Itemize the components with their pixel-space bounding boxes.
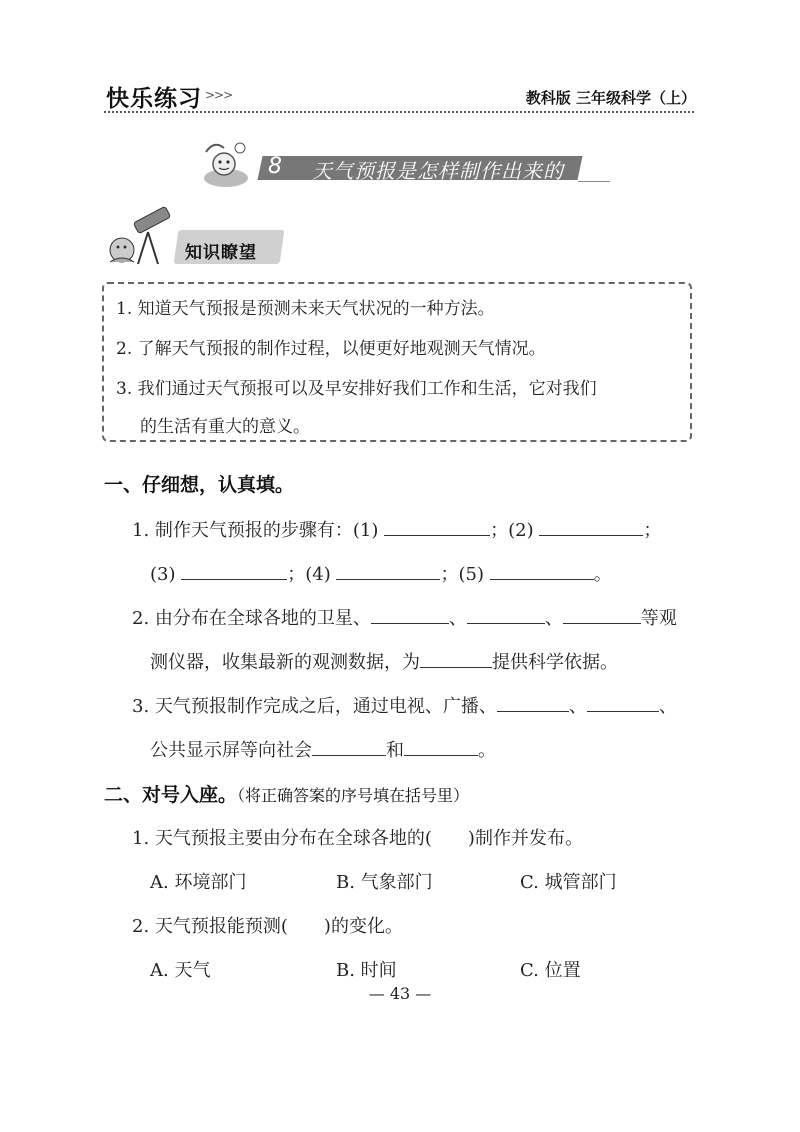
q2-text-cont: 测仪器，收集最新的观测数据，为 <box>150 652 420 673</box>
s1-question-2-cont <box>150 648 618 674</box>
q2-text-tail: 提供科学依据。 <box>492 652 618 673</box>
q3-text-cont: 公共显示屏等向社会 <box>150 740 312 761</box>
q1-text: 1. 制作天气预报的步骤有： <box>132 520 353 541</box>
q3-and: 和 <box>386 740 404 761</box>
separator: 、 <box>544 608 563 629</box>
answer-blank[interactable] <box>587 693 659 712</box>
knowledge-item: 2. 了解天气预报的制作过程，以便更好地观测天气情况。 <box>116 339 546 359</box>
separator: 、 <box>568 696 587 717</box>
s1-question-3-cont <box>150 736 496 762</box>
answer-blank[interactable] <box>404 737 478 756</box>
q1-label-2: (2) <box>508 520 534 541</box>
s1-question-3 <box>132 692 677 718</box>
q2-text-end: 等观 <box>640 608 677 629</box>
option-c[interactable]: C. 位置 <box>520 960 581 981</box>
period: 。 <box>478 740 496 761</box>
q1-label-5: (5) <box>458 564 484 585</box>
answer-blank[interactable] <box>336 561 440 580</box>
period: 。 <box>593 564 612 585</box>
answer-blank[interactable] <box>312 737 386 756</box>
q2-text: 2. 由分布在全球各地的卫星、 <box>132 608 371 629</box>
answer-blank[interactable] <box>490 561 594 580</box>
option-a[interactable]: A. 天气 <box>150 960 211 981</box>
q1-label-3: (3) <box>150 564 176 585</box>
edition-label: 教科版 三年级科学（上） <box>525 89 696 107</box>
header-divider <box>104 111 694 113</box>
knowledge-item: 3. 我们通过天气预报可以及早安排好我们工作和生活，它对我们 <box>116 379 597 399</box>
answer-blank[interactable] <box>563 605 641 624</box>
separator: ； <box>490 520 509 541</box>
option-c[interactable]: C. 城管部门 <box>520 872 617 893</box>
q1-label-1: (1) <box>352 520 379 541</box>
s2-question-2: 2. 天气预报能预测( )的变化。 <box>132 916 403 937</box>
knowledge-item: 1. 知道天气预报是预测未来天气状况的一种方法。 <box>116 299 495 319</box>
option-a[interactable]: A. 环境部门 <box>150 872 247 893</box>
option-b[interactable]: B. 气象部门 <box>336 872 433 893</box>
page-number: — 43 — <box>368 984 432 1003</box>
option-b[interactable]: B. 时间 <box>336 960 397 981</box>
workbook-title: 快乐练习 <box>106 86 202 112</box>
answer-blank[interactable] <box>371 605 449 624</box>
telescope-icon <box>104 206 174 268</box>
section1-heading: 一、仔细想，认真填。 <box>104 474 295 496</box>
separator: ； <box>440 564 459 585</box>
separator: 、 <box>658 696 677 717</box>
answer-blank[interactable] <box>539 517 643 536</box>
separator: ； <box>287 564 306 585</box>
answer-blank[interactable] <box>467 605 545 624</box>
lesson-number: 8 <box>268 154 282 179</box>
s1-question-2 <box>132 604 677 630</box>
s1-question-1-cont <box>150 560 612 586</box>
lesson-title-banner <box>240 152 610 186</box>
arrow-decoration: >>> <box>205 88 233 102</box>
s1-question-1 <box>132 516 661 542</box>
separator: 、 <box>448 608 467 629</box>
section2-title: 二、对号入座。 <box>104 784 238 806</box>
knowledge-title: 知识瞭望 <box>185 243 257 263</box>
answer-blank[interactable] <box>384 517 490 536</box>
answer-blank[interactable] <box>181 561 287 580</box>
banner-underline <box>578 181 610 182</box>
q1-label-4: (4) <box>305 564 331 585</box>
s2-question-1: 1. 天气预报主要由分布在全球各地的( )制作并发布。 <box>132 828 583 849</box>
section2-heading <box>104 780 469 807</box>
answer-blank[interactable] <box>420 649 492 668</box>
q3-text: 3. 天气预报制作完成之后，通过电视、广播、 <box>132 696 497 717</box>
separator: ； <box>643 520 662 541</box>
lesson-title: 天气预报是怎样制作出来的 <box>312 159 564 183</box>
answer-blank[interactable] <box>497 693 569 712</box>
section2-instruction: （将正确答案的序号填在括号里） <box>237 786 470 805</box>
knowledge-item: 的生活有重大的意义。 <box>140 417 310 437</box>
